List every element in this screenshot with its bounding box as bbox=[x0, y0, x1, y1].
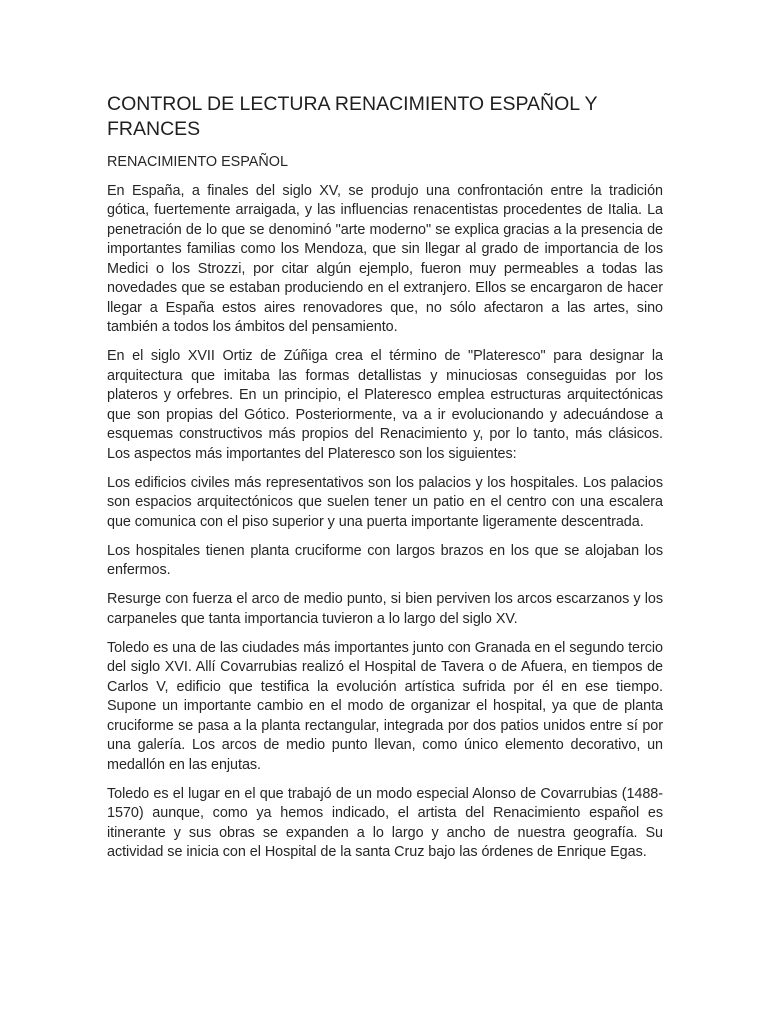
paragraph-4: Los hospitales tienen planta cruciforme con largos brazos en los que se alojaban los enfermos. bbox=[107, 542, 663, 578]
document-title: CONTROL DE LECTURA RENACIMIENTO ESPAÑOL Y FRANCES bbox=[107, 93, 598, 140]
document-page bbox=[107, 92, 663, 872]
paragraph-3: Los edificios civiles más representativos son los palacios y los hospitales. Los palacios son espacios arquitectónicos que suelen tener un patio en el centro con una escalera que comunica con el piso superior y una puerta importante ligeramente descentrada. bbox=[107, 474, 663, 530]
paragraph-1: En España, a finales del siglo XV, se produjo una confrontación entre la tradición gótica, fuertemente arraigada, y las influencias renacentistas procedentes de Italia. La penetración de lo que se denominó "arte moderno" se explica gracias a la presencia de importantes familias como los Mendoza, que sin llegar al grado de importancia de los Medici o los Strozzi, por citar algún ejemplo, fueron muy permeables a todas las novedades que se estaban produciendo en el extranjero. Ellos se encargaron de hacer llegar a España estos aires renovadores que, no sólo afectaron a las artes, sino también a todos los ámbitos del pensamiento. bbox=[107, 182, 663, 335]
paragraph-7: Toledo es el lugar en el que trabajó de un modo especial Alonso de Covarrubias (1488-1570) aunque, como ya hemos indicado, el artista del Renacimiento español es itinerante y sus obras se expanden a lo largo y ancho de nuestra geografía. Su actividad se inicia con el Hospital de la santa Cruz bajo las órdenes de Enrique Egas. bbox=[107, 785, 663, 860]
paragraph-2: En el siglo XVII Ortiz de Zúñiga crea el término de "Plateresco" para designar la arquitectura que imitaba las formas detallistas y minuciosas conseguidas por los plateros y orfebres. En un principio, el Plateresco emplea estructuras arquitectónicas que son propias del Gótico. Posteriormente, va a ir evolucionando y adecuándose a esquemas constructivos más propios del Renacimiento y, por lo tanto, más clásicos. Los aspectos más importantes del Plateresco son los siguientes: bbox=[107, 348, 663, 462]
paragraph-5: Resurge con fuerza el arco de medio punto, si bien perviven los arcos escarzanos y los carpaneles que tanta importancia tuvieron a lo largo del siglo XV. bbox=[107, 591, 663, 627]
section-heading: RENACIMIENTO ESPAÑOL bbox=[107, 154, 288, 170]
paragraph-6: Toledo es una de las ciudades más importantes junto con Granada en el segundo tercio del siglo XVI. Allí Covarrubias realizó el Hospital de Tavera o de Afuera, en tiempos de Carlos V, edificio que testifica la evolución artística sufrida por él en ese tiempo. Supone un importante cambio en el modo de organizar el hospital, ya que de planta cruciforme se pasa a la planta rectangular, integrada por dos patios unidos entre sí por una galería. Los arcos de medio punto llevan, como único elemento decorativo, un medallón en las enjutas. bbox=[107, 639, 663, 773]
